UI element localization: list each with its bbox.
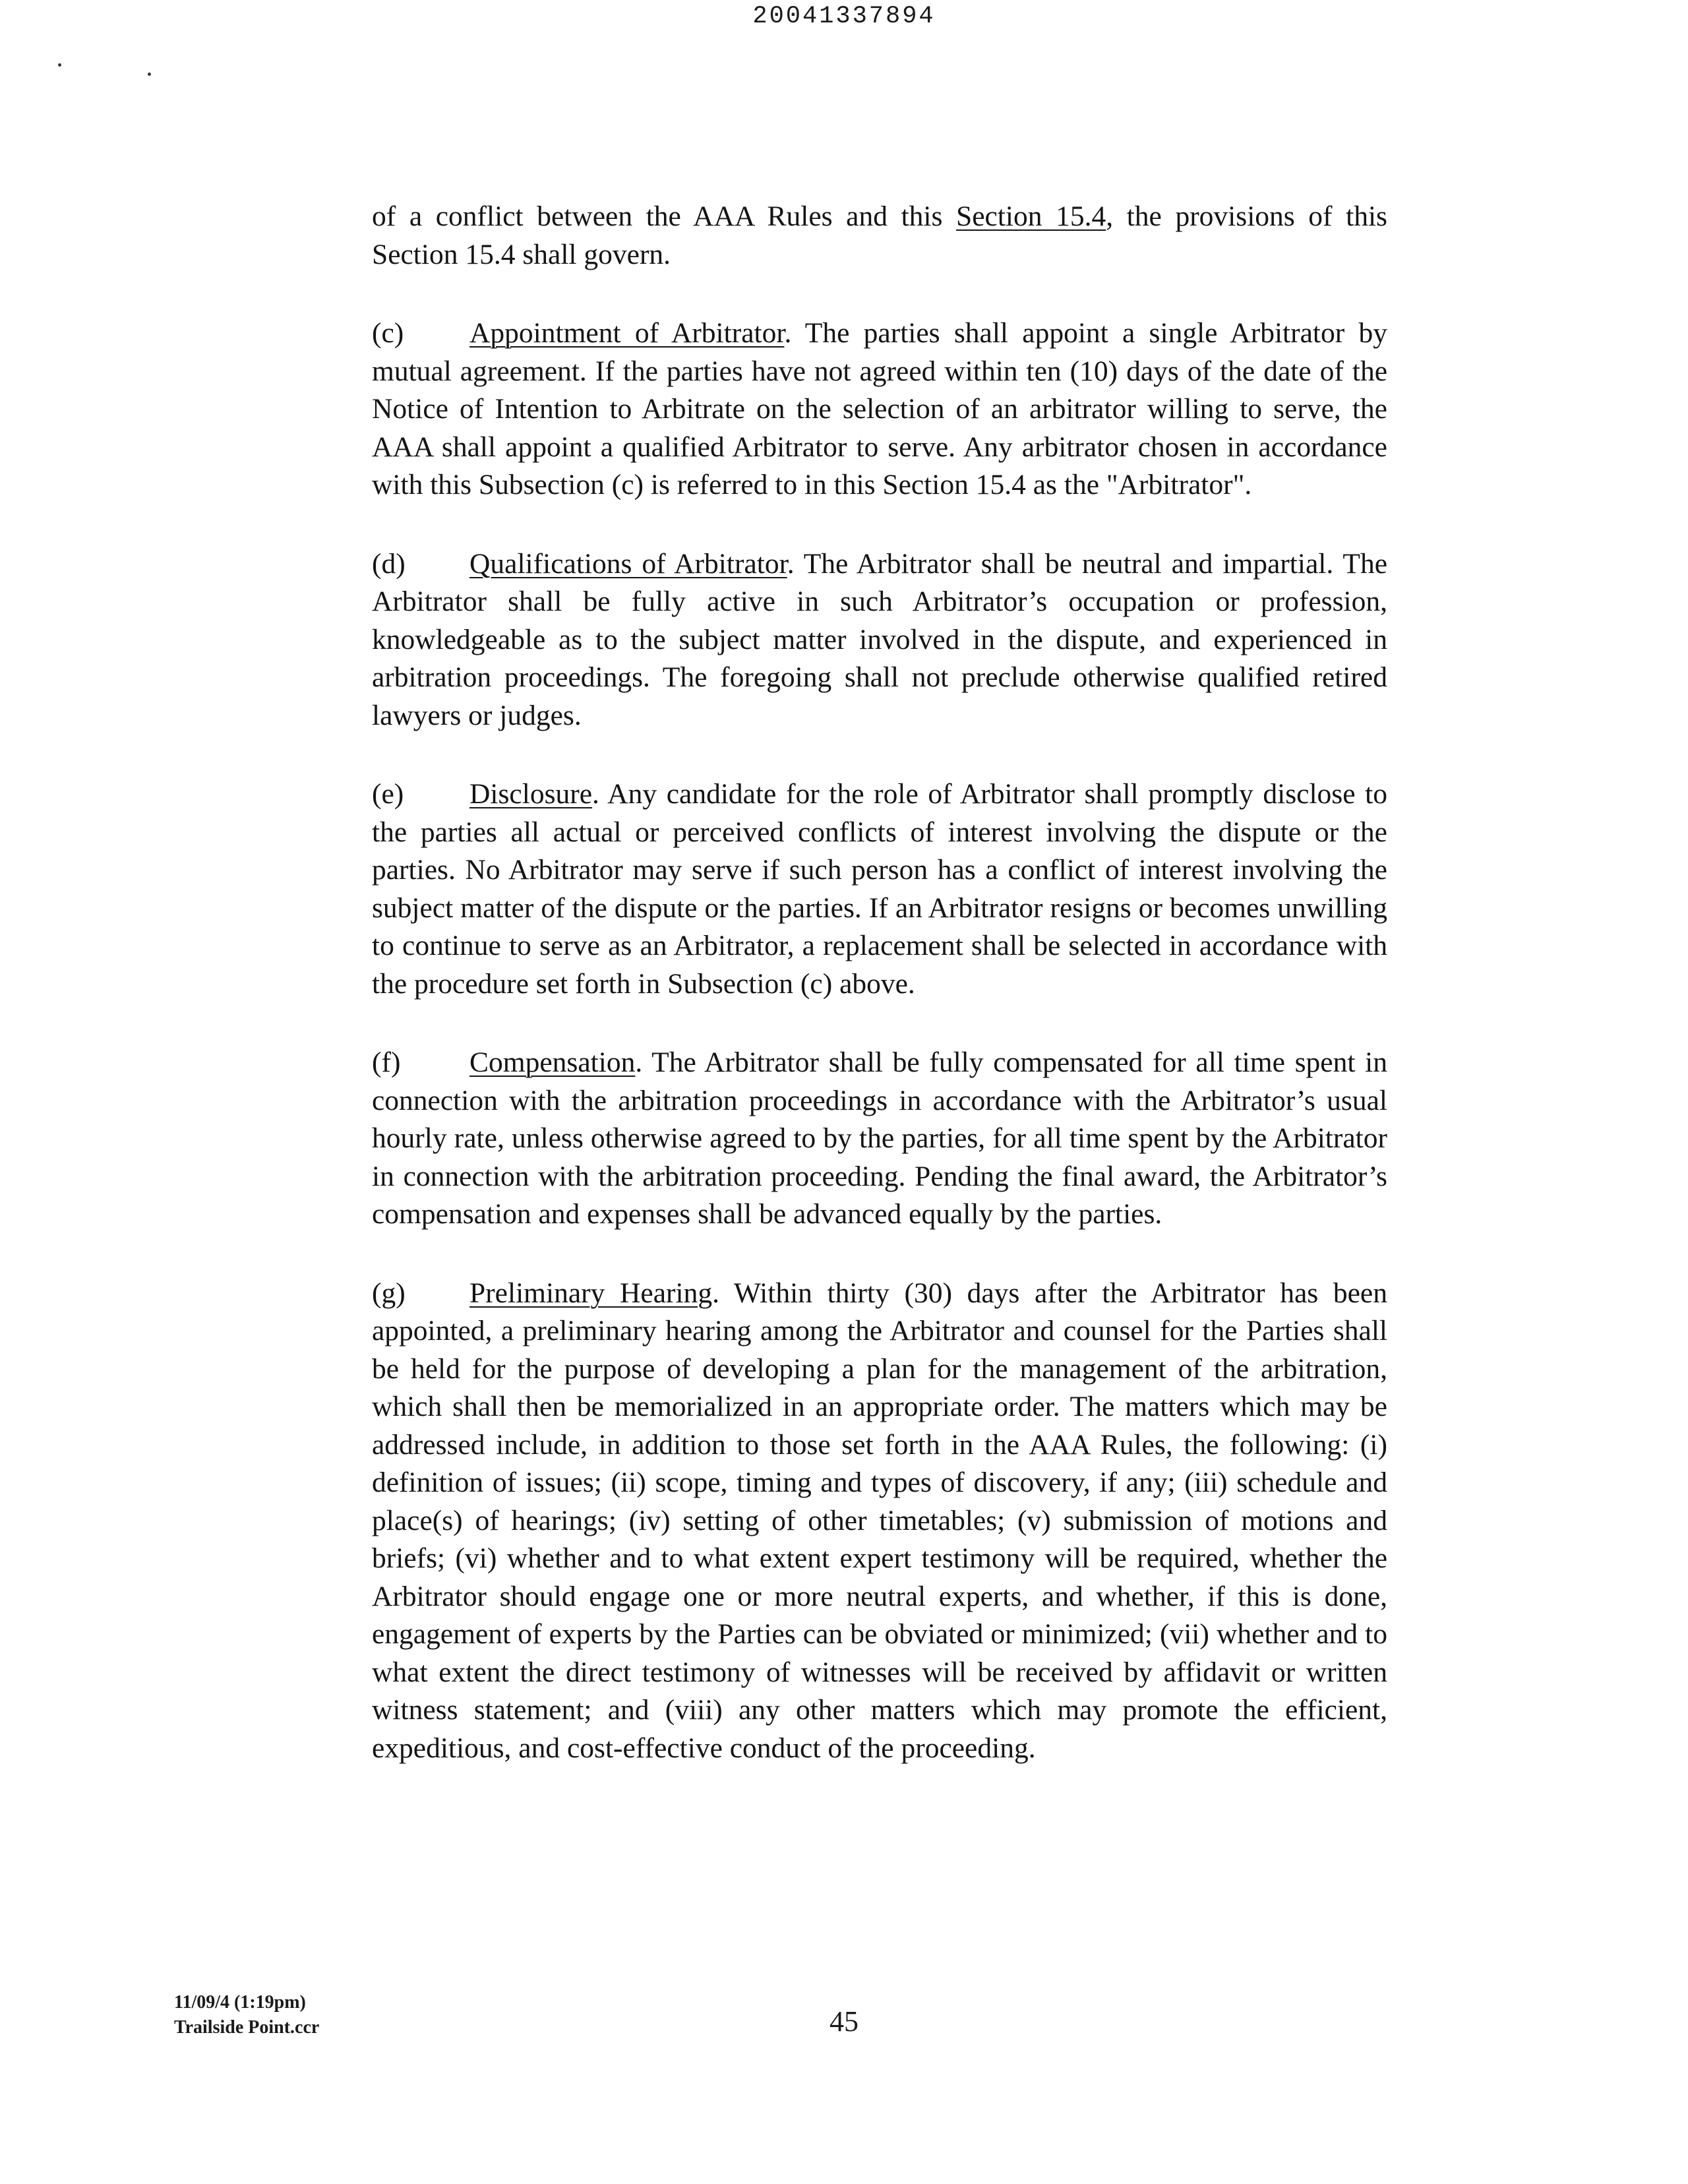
- section-marker: (d): [372, 547, 406, 580]
- intro-text-after: , the provisions of this Section 15.4 shall govern.: [372, 200, 1387, 270]
- section-reference: Section 15.4: [956, 200, 1106, 232]
- page-number: 45: [829, 2005, 859, 2038]
- stamp-file: Trailside Point.ccr: [174, 2017, 320, 2038]
- document-id: 20041337894: [752, 3, 936, 30]
- section-body: . Any candidate for the role of Arbitrator shall promptly disclose to the parties all actual or perceived conflicts of interest involving the dispute or the parties. No Arbitrator may serve if such person has a conflict of interest involving the subject matter of the dispute or the parties. If an Arbitrator resigns or becomes unwilling to continue to serve as an Arbitrator, a replacement shall be selected in accordance with the procedure set forth in Subsection (c) above.: [372, 778, 1387, 1000]
- section-d-qualifications: [372, 545, 1387, 735]
- section-heading: Disclosure: [469, 778, 593, 810]
- scan-speck: [148, 73, 151, 76]
- section-body: . The Arbitrator shall be neutral and impartial. The Arbitrator shall be fully active in such Arbitrator’s occupation or profession, knowledgeable as to the subject matter involved in the dispute, and experienced in arbitration proceedings. The foregoing shall not preclude otherwise qualified retired lawyers or judges.: [372, 547, 1387, 731]
- intro-text-before: of a conflict between the AAA Rules and this: [372, 200, 957, 232]
- section-e-disclosure: [372, 775, 1387, 1003]
- section-c-appointment: [372, 315, 1387, 504]
- section-body: . The parties shall appoint a single Arbitrator by mutual agreement. If the parties have not agreed within ten (10) days of the date of the Notice of Intention to Arbitrate on the selection of an arbitrator willing to serve, the AAA shall appoint a qualified Arbitrator to serve. Any arbitrator chosen in accordance with this Subsection (c) is referred to in this Section 15.4 as the "Arbitrator".: [372, 317, 1387, 501]
- section-g-preliminary-hearing: [372, 1275, 1387, 1768]
- section-body: . Within thirty (30) days after the Arbitrator has been appointed, a preliminary hearing among the Arbitrator and counsel for the Parties shall be held for the purpose of developing a plan for the management of the arbitration, which shall then be memorialized in an appropriate order. The matters which may be addressed include, in addition to those set forth in the AAA Rules, the following: (i) definition of issues; (ii) scope, timing and types of discovery, if any; (iii) schedule and place(s) of hearings; (iv) setting of other timetables; (v) submission of motions and briefs; (vi) whether and to what extent expert testimony will be required, whether the Arbitrator should engage one or more neutral experts, and whether, if this is done, engagement of experts by the Parties can be obviated or minimized; (vii) whether and to what extent the direct testimony of witnesses will be received by affidavit or written witness statement; and (viii) any other matters which may promote the efficient, expeditious, and cost-effective conduct of the proceeding.: [372, 1277, 1387, 1764]
- section-heading: Qualifications of Arbitrator: [469, 547, 787, 580]
- section-heading: Compensation: [469, 1046, 636, 1078]
- section-marker: (g): [372, 1277, 406, 1309]
- section-heading: Appointment of Arbitrator: [469, 317, 785, 349]
- section-body: . The Arbitrator shall be fully compensated for all time spent in connection with the arbitration proceedings in accordance with the Arbitrator’s usual hourly rate, unless otherwise agreed to by the parties, for all time spent by the Arbitrator in connection with the arbitration proceeding. Pending the final award, the Arbitrator’s compensation and expenses shall be advanced equally by the parties.: [372, 1046, 1387, 1230]
- section-f-compensation: [372, 1044, 1387, 1234]
- intro-paragraph: [372, 198, 1387, 274]
- document-body: [372, 198, 1387, 1767]
- section-marker: (f): [372, 1046, 401, 1078]
- scan-speck: [58, 63, 61, 67]
- section-heading: Preliminary Hearing: [469, 1277, 713, 1309]
- stamp-date: 11/09/4 (1:19pm): [174, 1992, 306, 2013]
- section-marker: (c): [372, 317, 404, 349]
- section-marker: (e): [372, 778, 404, 810]
